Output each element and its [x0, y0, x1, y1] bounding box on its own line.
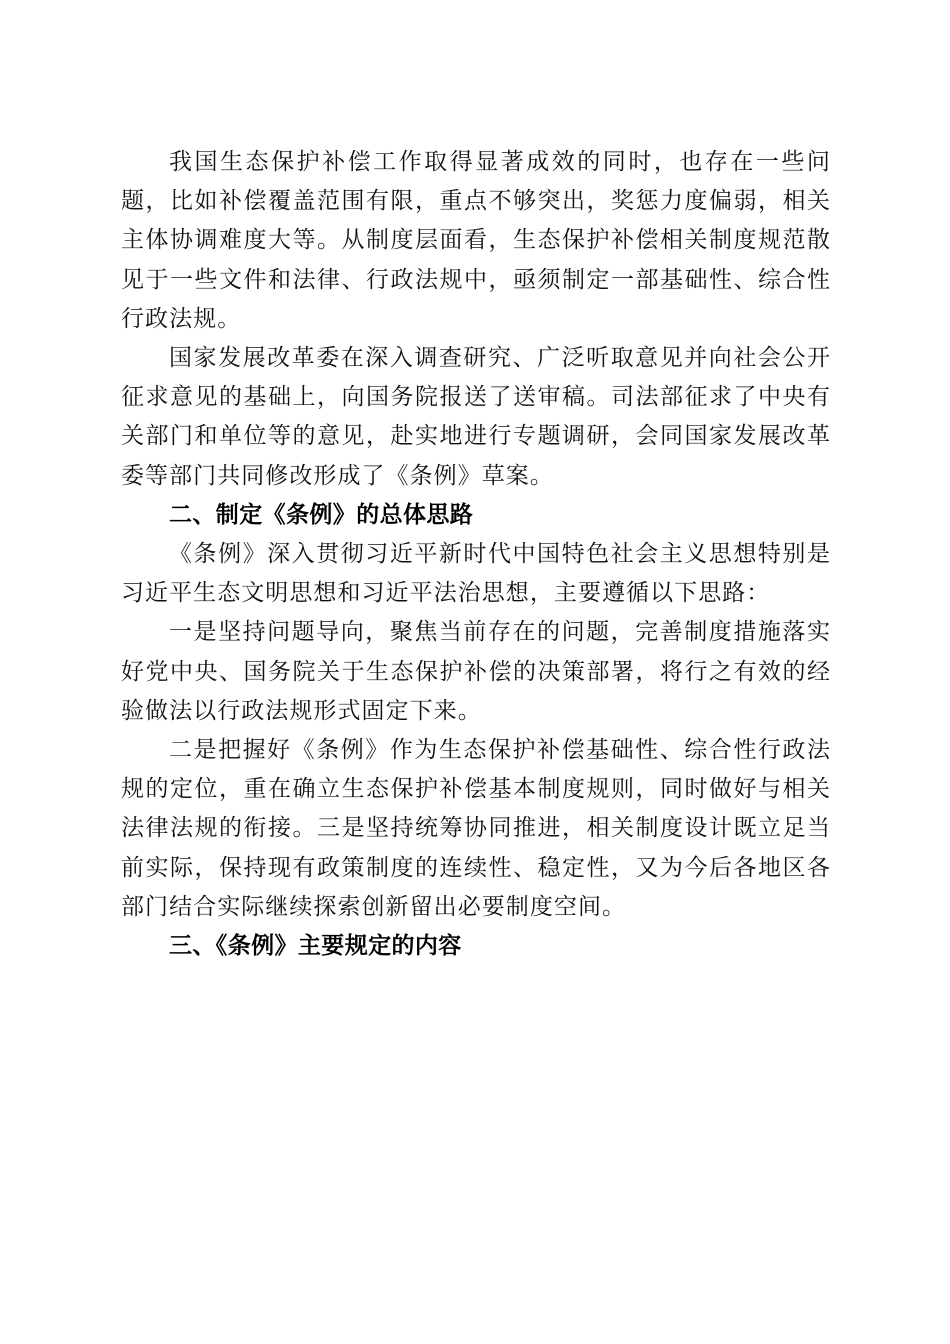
section-heading-2: 二、制定《条例》的总体思路: [169, 501, 474, 528]
paragraph-drafting-process: 国家发展改革委在深入调查研究、广泛听取意见并向社会公开征求意见的基础上，向国务院报送了送审稿。司法部征求了中央有关部门和单位等的意见，赴实地进行专题调研，会同国家发展改革委等部门共同修改形成了《条例》草案。: [121, 345, 831, 489]
section-heading-3: 三、《条例》主要规定的内容: [169, 933, 462, 960]
document-page: [121, 143, 831, 966]
paragraph-guiding-thought: 《条例》深入贯彻习近平新时代中国特色社会主义思想特别是习近平生态文明思想和习近平法治思想，主要遵循以下思路：: [121, 541, 831, 607]
paragraph-principle-1: 一是坚持问题导向，聚焦当前存在的问题，完善制度措施落实好党中央、国务院关于生态保护补偿的决策部署，将行之有效的经验做法以行政法规形式固定下来。: [121, 619, 831, 724]
paragraph-problems: 我国生态保护补偿工作取得显著成效的同时，也存在一些问题，比如补偿覆盖范围有限，重点不够突出，奖惩力度偏弱，相关主体协调难度大等。从制度层面看，生态保护补偿相关制度规范散见于一些文件和法律、行政法规中，亟须制定一部基础性、综合性行政法规。: [121, 149, 831, 332]
paragraph-principle-2-3: 二是把握好《条例》作为生态保护补偿基础性、综合性行政法规的定位，重在确立生态保护补偿基本制度规则，同时做好与相关法律法规的衔接。三是坚持统筹协同推进，相关制度设计既立足当前实际，保持现有政策制度的连续性、稳定性，又为今后各地区各部门结合实际继续探索创新留出必要制度空间。: [121, 737, 831, 920]
